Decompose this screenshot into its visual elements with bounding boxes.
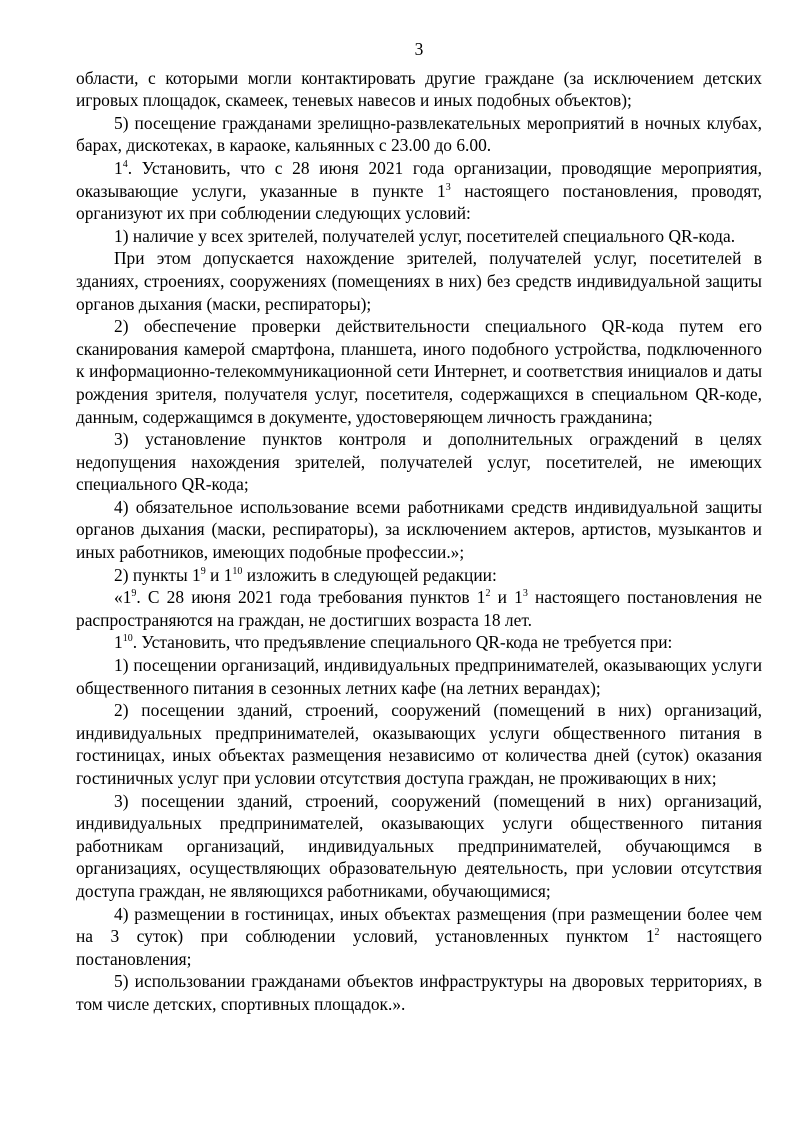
document-page	[76, 38, 762, 1016]
paragraph-exemption-5: 5) использовании гражданами объектов инфраструктуры на дворовых территориях, в том числе детских, спортивных площадок.».	[76, 971, 762, 1014]
paragraph-clause-1-9: «$1^9$. С 28 июня 2021 года требования пунктов $1^2$ и $1^3$ настоящего постановления не распространяются на граждан, не достигших возраста 18 лет.	[76, 587, 762, 630]
paragraph-condition-1: 1) наличие у всех зрителей, получателей услуг, посетителей специального QR-кода.	[114, 225, 736, 246]
page-number: 3	[414, 39, 424, 59]
paragraph-continuation: области, с которыми могли контактировать другие граждане (за исключением детских игровых площадок, скамеек, теневых навесов и иных подобных объектов);	[76, 67, 762, 111]
paragraph-clause-1-10: $1^{10}$. Установить, что предъявление специального QR-кода не требуется при:	[114, 632, 673, 653]
paragraph-condition-4: 4) обязательное использование всеми работниками средств индивидуальной защиты органов дыхания (маски, респираторы), за исключением актеров, артистов, музыкантов и иных работников, имеющих подобные профессии.»;	[76, 496, 762, 563]
paragraph-item-5-restrictions: 5) посещение гражданами зрелищно-развлекательных мероприятий в ночных клубах, барах, дискотеках, в караоке, кальянных с 23.00 до 6.00.	[76, 112, 762, 156]
paragraph-condition-1-note: При этом допускается нахождение зрителей, получателей услуг, посетителей в зданиях, строениях, сооружениях (помещениях в них) без средств индивидуальной защиты органов дыхания (маски, респираторы);	[76, 248, 762, 314]
paragraph-amendment-2: 2) пункты $1^9$ и $1^{10}$ изложить в следующей редакции:	[114, 564, 497, 585]
paragraph-exemption-1: 1) посещении организаций, индивидуальных предпринимателей, оказывающих услуги общественного питания в сезонных летних кафе (на летних верандах);	[76, 655, 762, 698]
paragraph-condition-2: 2) обеспечение проверки действительности специального QR-кода путем его сканирования камерой смартфона, планшета, иного подобного устройства, подключенного к информационно-телекоммуникационной сети Интернет, и соответствия инициалов и даты рождения зрителя, получателя услуг, посетителя, содержащихся в специальном QR-коде, данным, содержащимся в документе, удостоверяющем личность гражданина;	[76, 316, 762, 427]
paragraph-clause-1-4: $1^4$. Установить, что с 28 июня 2021 года организации, проводящие мероприятия, оказывающие услуги, указанные в пункте $1^3$ настоящего постановления, проводят, организуют их при соблюдении следующих условий:	[76, 157, 762, 224]
paragraph-exemption-3: 3) посещении зданий, строений, сооружений (помещений в них) организаций, индивидуальных предпринимателей, оказывающих услуги общественного питания работникам организаций, индивидуальных предпринимателей, обучающимся в организациях, осуществляющих образовательную деятельность, при условии отсутствия доступа граждан, не являющихся работниками, обучающимися;	[76, 790, 762, 901]
paragraph-condition-3: 3) установление пунктов контроля и дополнительных ограждений в целях недопущения нахождения зрителей, получателей услуг, посетителей, не имеющих специального QR-кода;	[76, 429, 762, 495]
paragraph-exemption-4: 4) размещении в гостиницах, иных объектах размещения (при размещении более чем на 3 суток) при соблюдении условий, установленных пунктом $1^2$ настоящего постановления;	[76, 903, 762, 969]
paragraph-exemption-2: 2) посещении зданий, строений, сооружений (помещений в них) организаций, индивидуальных предпринимателей, оказывающих услуги общественного питания в гостиницах, иных объектах размещения независимо от количества дней (суток) оказания гостиничных услуг при условии отсутствия доступа граждан, не проживающих в них;	[76, 700, 762, 788]
